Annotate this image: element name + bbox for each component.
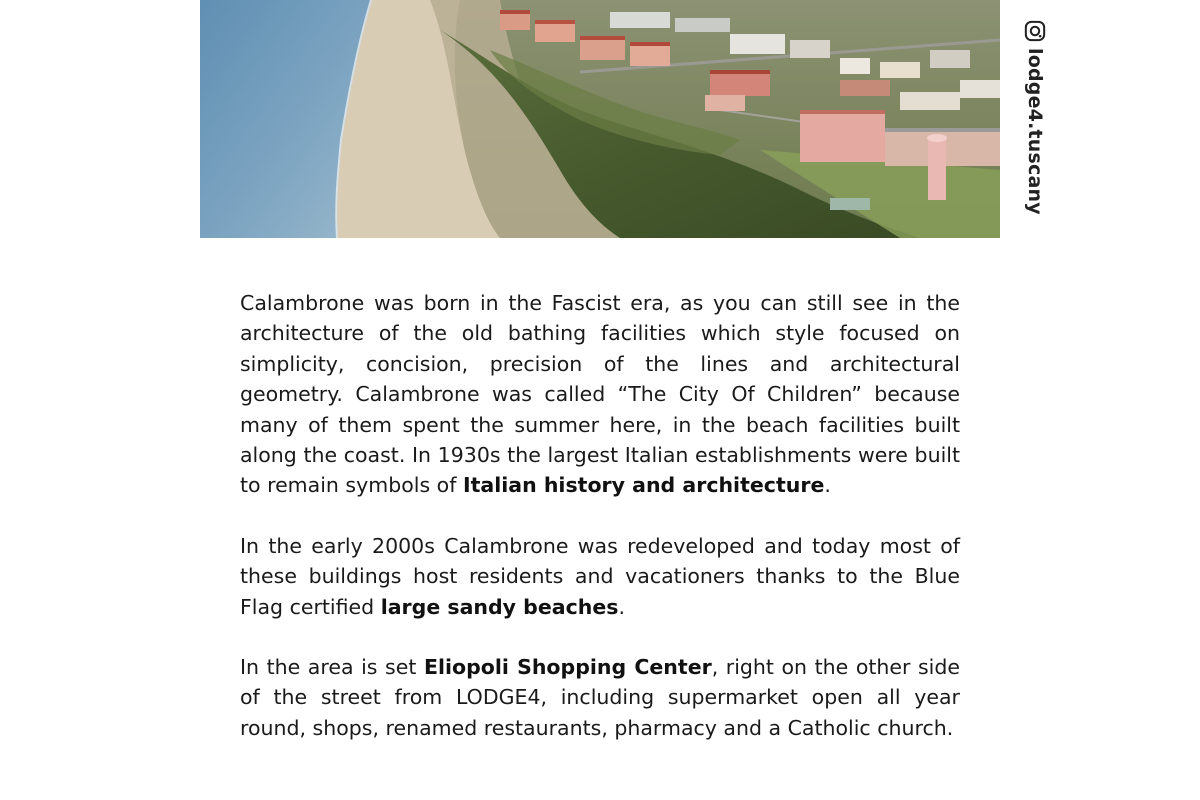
paragraph-history-text: Calambrone was born in the Fascist era, as you can still see in the architecture of the old bathing facilities which style focused on simplicity, concision, precision of the lines and architectural geometry. Calambrone was called “The City Of Children” because many of them spent the summer here, in the beach facilities built along the coast. In 1930s the largest Italian establishments were built to remain symbols of [240,291,960,498]
highlight-sandy-beaches: large sandy beaches [380,594,619,619]
hero-aerial-photo [200,0,1000,238]
paragraph-history-end: . [824,473,831,498]
article-body [240,288,960,773]
highlight-shopping-center: Eliopoli Shopping Center [423,655,712,680]
paragraph-shopping-end: , right on the other side of the street from LODGE4, including supermarket open all year round, shops, renamed restaurants, pharmacy and a Catholic church. [240,655,961,740]
paragraph-redevelopment-text: In the early 2000s Calambrone was redeveloped and today most of these buildings host residents and vacationers thanks to the Blue Flag certified [240,533,960,619]
social-handle[interactable] [1020,20,1050,220]
paragraph-redevelopment-end: . [618,594,625,619]
aerial-photo-illustration [200,0,1000,238]
paragraph-history [240,288,960,501]
paragraph-redevelopment [240,531,960,622]
paragraph-shopping-text: In the area is set [240,655,424,680]
social-handle-text: lodge4.tuscany [1024,48,1046,215]
instagram-icon [1024,20,1046,42]
highlight-italian-history: Italian history and architecture [462,473,825,498]
paragraph-shopping [240,652,960,743]
